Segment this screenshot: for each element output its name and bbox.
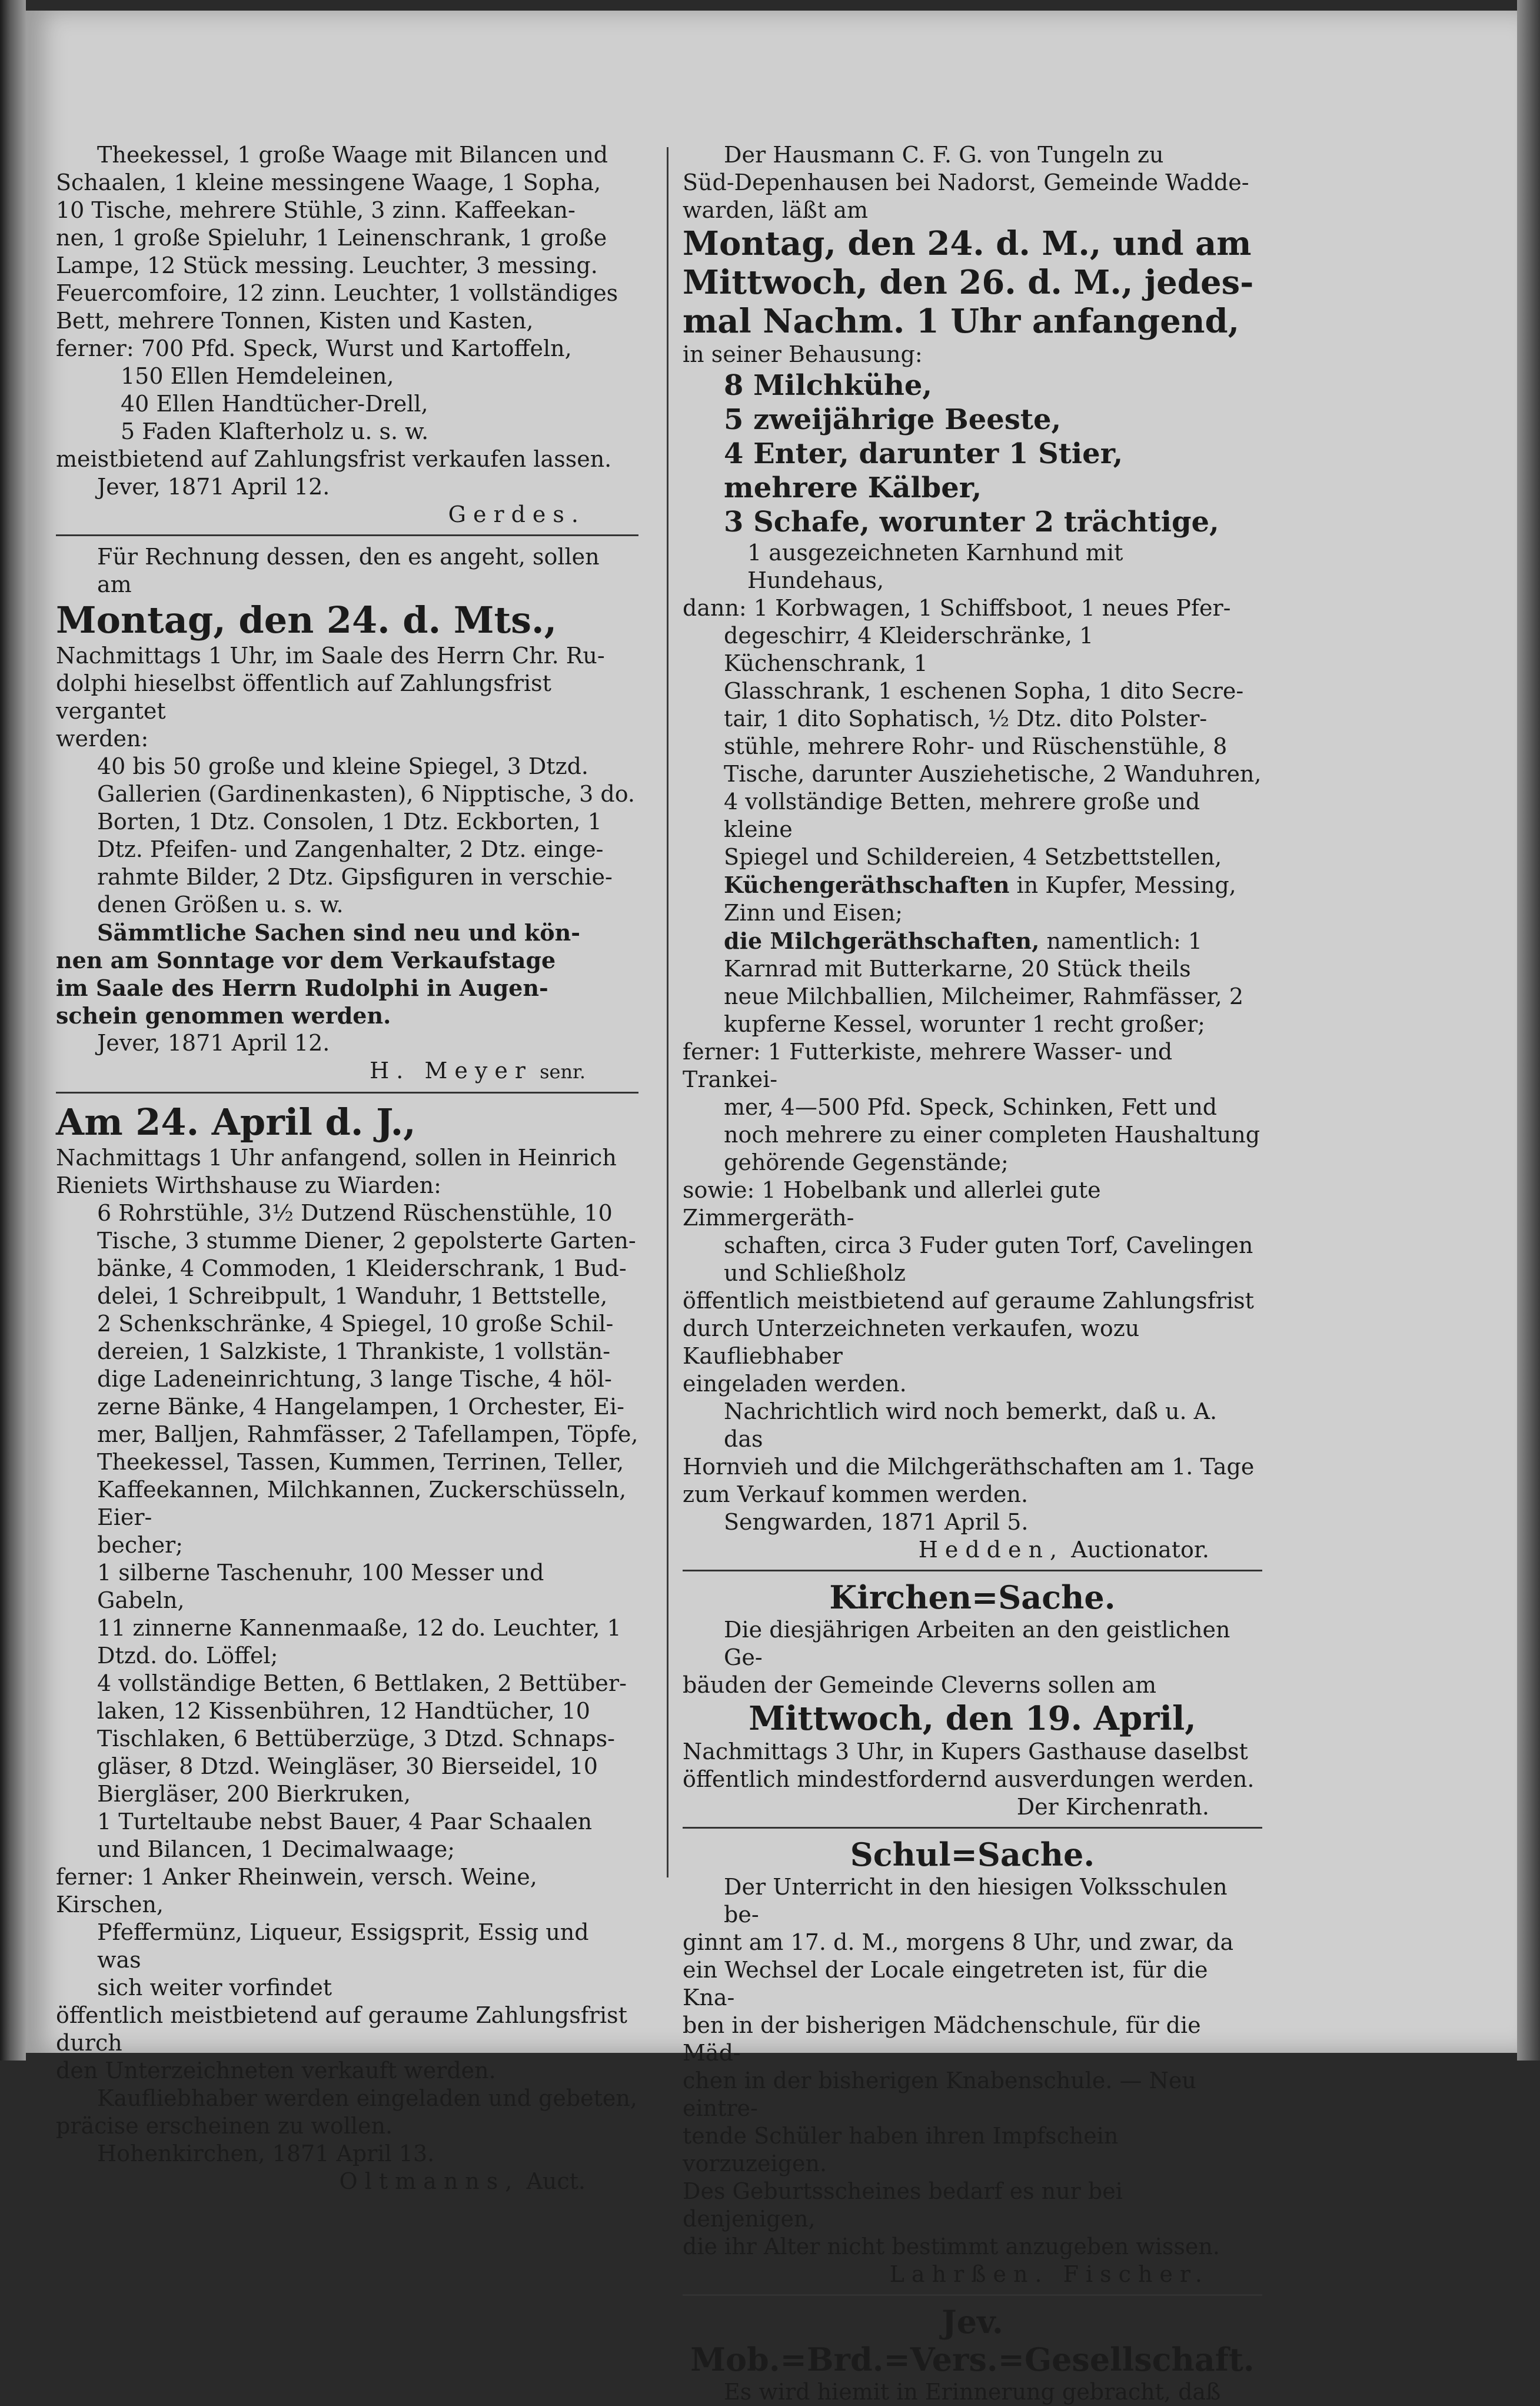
item-line: 5 Faden Klafterholz u. s. w. <box>121 418 429 444</box>
signature: Hedden, <box>918 1537 1065 1563</box>
separator-rule <box>683 1570 1262 1571</box>
item-line: Borten, 1 Dtz. Consolen, 1 Dtz. Eckborten, 1 <box>97 809 602 835</box>
ferner-line: noch mehrere zu einer completen Haushaltung <box>724 1122 1260 1148</box>
sowie-line: schaften, circa 3 Fuder guten Torf, Cavelingen <box>724 1232 1253 1258</box>
note-line: Nachrichtlich wird noch bemerkt, daß u. A. das <box>724 1398 1218 1452</box>
milk-line: neue Milchballien, Milcheimer, Rahmfässer, 2 <box>724 983 1243 1009</box>
item-line: bänke, 4 Commoden, 1 Kleiderschrank, 1 Bud- <box>97 1255 627 1281</box>
separator-rule <box>56 1092 638 1094</box>
separator-rule <box>56 534 638 536</box>
location-line: in seiner Behausung: <box>683 341 923 367</box>
kitchen-line <box>683 871 1262 899</box>
kitchen-cont: Zinn und Eisen; <box>724 900 903 926</box>
buyers-line: präcise erscheinen zu wollen. <box>56 2113 393 2139</box>
text-line: ginnt am 17. d. M., morgens 8 Uhr, und zwar, da <box>683 1929 1234 1955</box>
signature: Oltmanns, <box>339 2168 520 2194</box>
closing-line: eingeladen werden. <box>683 1371 907 1397</box>
dann-line: 4 vollständige Betten, mehrere große und kleine <box>724 789 1200 842</box>
church-heading: Kirchen=Sache. <box>829 1578 1116 1616</box>
item-line: rahmte Bilder, 2 Dtz. Gipsfiguren in verschie- <box>97 864 613 890</box>
intro-line: Für Rechnung dessen, den es angeht, sollen am <box>97 544 600 597</box>
signature-line <box>56 2168 638 2195</box>
dann-line: Glasschrank, 1 eschenen Sopha, 1 dito Secre- <box>724 678 1244 704</box>
text-line: chen in der bisherigen Knabenschule. — Neu eintre- <box>683 2068 1196 2121</box>
headline: Am 24. April d. J., <box>56 1101 416 1144</box>
text-line: Nachmittags 1 Uhr, im Saale des Herrn Chr. Ru- <box>56 643 605 669</box>
dann-line: degeschirr, 4 Kleiderschränke, 1 Küchenschrank, 1 <box>724 623 1094 676</box>
closing-line: durch Unterzeichneten verkaufen, wozu Kaufliebhaber <box>683 1315 1140 1369</box>
note-line: Hornvieh und die Milchgeräthschaften am 1. Tage <box>683 1454 1255 1480</box>
buyers-line: Kaufliebhaber werden eingeladen und gebeten, <box>97 2085 637 2111</box>
livestock-item: mehrere Kälber, <box>724 471 982 504</box>
item-line: 40 Ellen Handtücher-Drell, <box>121 391 428 417</box>
text-line: Der Unterricht in den hiesigen Volksschulen be- <box>724 1874 1228 1928</box>
signature: H. Meyer <box>370 1058 533 1084</box>
auction-notice-gerdes <box>56 141 638 529</box>
book-spine <box>0 0 26 2061</box>
note-line: zum Verkauf kommen werden. <box>683 1481 1029 1507</box>
auction-notice-oltmanns <box>56 1101 638 2195</box>
text-line: Es wird hiemit in Erinnerung gebracht, daß <box>724 2379 1221 2405</box>
livestock-item: 4 Enter, darunter 1 Stier, <box>724 437 1123 470</box>
item-line: 1 silberne Taschenuhr, 100 Messer und Gabeln, <box>97 1560 544 1613</box>
text-line: Lampe, 12 Stück messing. Leuchter, 3 messing. <box>56 252 598 278</box>
bold-line: schein genommen werden. <box>56 1002 391 1029</box>
item-line: 1 Turteltaube nebst Bauer, 4 Paar Schaalen <box>97 1809 593 1835</box>
livestock-item: 5 zweijährige Beeste, <box>724 403 1062 436</box>
item-line: 1 ausgezeichneten Karnhund mit Hundehaus, <box>747 540 1123 593</box>
separator-rule <box>683 2294 1262 2296</box>
sowie-line: sowie: 1 Hobelbank und allerlei gute Zimmergeräth- <box>683 1177 1101 1231</box>
text-line: dolphi hieselbst öffentlich auf Zahlungsfrist vergantet <box>56 670 551 724</box>
column-divider <box>667 147 668 1877</box>
item-line: becher; <box>97 1532 184 1558</box>
text-line: öffentlich mindestfordernd ausverdungen werden. <box>683 1766 1255 1792</box>
insurance-heading: Jev. Mob.=Brd.=Vers.=Gesellschaft. <box>690 2303 1255 2378</box>
text-line: nen, 1 große Spieluhr, 1 Leinenschrank, 1 große <box>56 225 607 251</box>
item-line: 6 Rohrstühle, 3½ Dutzend Rüschenstühle, 10 <box>97 1200 613 1226</box>
item-line: dereien, 1 Salzkiste, 1 Thrankiste, 1 vollstän- <box>97 1338 611 1364</box>
school-heading: Schul=Sache. <box>850 1836 1095 1873</box>
text-line: ben in der bisherigen Mädchenschule, für die Mäd- <box>683 2012 1201 2066</box>
item-line: laken, 12 Kissenbühren, 12 Handtücher, 10 <box>97 1698 590 1724</box>
item-line: Kaffeekannen, Milchkannen, Zuckerschüsseln, Eier- <box>97 1477 627 1530</box>
signature-suffix: senr. <box>540 1061 586 1083</box>
item-line: Biergläser, 200 Bierkruken, <box>97 1781 411 1807</box>
church-notice <box>683 1578 1262 1821</box>
text-line: bäuden der Gemeinde Cleverns sollen am <box>683 1672 1157 1698</box>
dann-line: stühle, mehrere Rohr- und Rüschenstühle, 8 <box>724 733 1228 759</box>
milk-rest: namentlich: 1 <box>1046 928 1203 954</box>
closing-line: öffentlich meistbietend auf geraume Zahlungsfrist <box>683 1288 1254 1314</box>
kitchen-rest: in Kupfer, Messing, <box>1016 872 1236 898</box>
item-line: mer, Balljen, Rahmfässer, 2 Tafellampen, Töpfe, <box>97 1421 638 1447</box>
item-line: gläser, 8 Dtzd. Weingläser, 30 Bierseidel, 10 <box>97 1753 598 1779</box>
item-line: Dtz. Pfeifen- und Zangenhalter, 2 Dtz. einge- <box>97 836 604 862</box>
item-line: Gallerien (Gardinenkasten), 6 Nipptische, 3 do. <box>97 781 635 807</box>
item-line: 40 bis 50 große und kleine Spiegel, 3 Dtzd. <box>97 753 588 779</box>
item-line: Tischlaken, 6 Bettüberzüge, 3 Dtzd. Schnaps- <box>97 1726 615 1752</box>
bold-line: im Saale des Herrn Rudolphi in Augen- <box>56 975 548 1001</box>
text-line: werden: <box>56 726 149 752</box>
left-column <box>56 141 638 2195</box>
text-line: tende Schüler haben ihren Impfschein vorzuzeigen. <box>683 2123 1119 2176</box>
item-line: delei, 1 Schreibpult, 1 Wanduhr, 1 Bettstelle, <box>97 1283 608 1309</box>
text-line: Des Geburtsscheines bedarf es nur bei denjenigen, <box>683 2178 1123 2232</box>
text-line: Nachmittags 3 Uhr, in Kupers Gasthause daselbst <box>683 1739 1248 1764</box>
signature: Gerdes. <box>448 501 586 527</box>
signature-line <box>683 1536 1262 1564</box>
text-line: Bett, mehrere Tonnen, Kisten und Kasten, <box>56 308 534 334</box>
signature: Lahrßen. Fischer. <box>889 2261 1209 2287</box>
closing-line: öffentlich meistbietend auf geraume Zahlungsfrist durch <box>56 2002 627 2056</box>
ferner-line: gehörende Gegenstände; <box>724 1149 1009 1175</box>
text-line: Schaalen, 1 kleine messingene Waage, 1 Sopha, <box>56 170 601 195</box>
bold-line: nen am Sonntage vor dem Verkaufstage <box>56 947 556 973</box>
ferner-line: ferner: 1 Futterkiste, mehrere Wasser- und Trankei- <box>683 1039 1173 1092</box>
kitchen-bold: Küchengeräthschaften <box>724 872 1010 898</box>
separator-rule <box>683 1827 1262 1829</box>
headline: Mittwoch, den 26. d. M., jedes- <box>683 263 1254 302</box>
text-line: Feuercomfoire, 12 zinn. Leuchter, 1 vollständiges <box>56 280 618 306</box>
item-line: dige Ladeneinrichtung, 3 lange Tische, 4 höl- <box>97 1366 612 1392</box>
item-line: 2 Schenkschränke, 4 Spiegel, 10 große Schil- <box>97 1311 614 1337</box>
headline: mal Nachm. 1 Uhr anfangend, <box>683 302 1240 341</box>
item-line: Dtzd. do. Löffel; <box>97 1643 278 1669</box>
auction-notice-meyer <box>56 543 638 1086</box>
ferner-line: mer, 4—500 Pfd. Speck, Schinken, Fett und <box>724 1094 1218 1120</box>
signature-suffix: Auct. <box>526 2168 586 2194</box>
intro-line: Süd-Depenhausen bei Nadorst, Gemeinde Wadde- <box>683 170 1249 195</box>
text-line: ein Wechsel der Locale eingetreten ist, für die Kna- <box>683 1957 1208 2010</box>
sowie-line: und Schließholz <box>724 1260 906 1286</box>
page-edge <box>1517 0 1540 2061</box>
item-line: Tische, 3 stumme Diener, 2 gepolsterte Garten- <box>97 1228 636 1254</box>
dann-line: Spiegel und Schildereien, 4 Setzbettstellen, <box>724 844 1222 870</box>
milk-line: kupferne Kessel, worunter 1 recht großer; <box>724 1011 1205 1037</box>
text-line: Nachmittags 1 Uhr anfangend, sollen in Heinrich <box>56 1145 617 1171</box>
auction-notice-hedden <box>683 141 1262 1564</box>
item-line: 150 Ellen Hemdeleinen, <box>121 363 394 389</box>
headline: Mittwoch, den 19. April, <box>749 1699 1196 1738</box>
ferner-line: sich weiter vorfindet <box>97 1975 332 2000</box>
item-line: und Bilancen, 1 Decimalwaage; <box>97 1836 455 1862</box>
signature: Der Kirchenrath. <box>1016 1794 1209 1820</box>
headline: Montag, den 24. d. M., und am <box>683 224 1252 263</box>
date-line: Hohenkirchen, 1871 April 13. <box>97 2141 435 2166</box>
headline: Montag, den 24. d. Mts., <box>56 599 557 642</box>
school-notice <box>683 1836 1262 2288</box>
closing-line: meistbietend auf Zahlungsfrist verkaufen lassen. <box>56 446 612 472</box>
closing-line: den Unterzeichneten verkauft werden. <box>56 2058 496 2083</box>
right-column <box>683 141 1262 2406</box>
milk-line <box>683 927 1262 955</box>
insurance-notice <box>683 2303 1262 2406</box>
bold-line: Sämmtliche Sachen sind neu und kön- <box>97 919 580 946</box>
milk-bold: die Milchgeräthschaften, <box>724 928 1040 954</box>
ferner-line: Pfeffermünz, Liqueur, Essigsprit, Essig und was <box>97 1919 589 1973</box>
item-line: denen Größen u. s. w. <box>97 892 344 918</box>
ferner-line: ferner: 1 Anker Rheinwein, versch. Weine, Kirschen, <box>56 1864 537 1918</box>
text-line: Rieniets Wirthshause zu Wiarden: <box>56 1172 441 1198</box>
text-line: Theekessel, 1 große Waage mit Bilancen und <box>97 142 608 168</box>
intro-line: warden, läßt am <box>683 197 869 223</box>
item-line: zerne Bänke, 4 Hangelampen, 1 Orchester, Ei- <box>97 1394 625 1420</box>
milk-line: Karnrad mit Butterkarne, 20 Stück theils <box>724 956 1191 982</box>
signature-line <box>56 1057 638 1086</box>
text-line: die ihr Alter nicht bestimmt anzugeben wissen. <box>683 2234 1220 2259</box>
intro-line: Der Hausmann C. F. G. von Tungeln zu <box>724 142 1164 168</box>
ferner-line: ferner: 700 Pfd. Speck, Wurst und Kartoffeln, <box>56 335 572 361</box>
item-line: 11 zinnerne Kannenmaaße, 12 do. Leuchter, 1 <box>97 1615 621 1641</box>
dann-line: dann: 1 Korbwagen, 1 Schiffsboot, 1 neues Pfer- <box>683 595 1231 621</box>
date-line: Sengwarden, 1871 April 5. <box>724 1509 1029 1535</box>
dann-line: tair, 1 dito Sophatisch, ½ Dtz. dito Polster- <box>724 706 1208 732</box>
item-line: Theekessel, Tassen, Kummen, Terrinen, Teller, <box>97 1449 624 1475</box>
text-line: 10 Tische, mehrere Stühle, 3 zinn. Kaffeekan- <box>56 197 576 223</box>
item-line: 4 vollständige Betten, 6 Bettlaken, 2 Bettüber- <box>97 1670 627 1696</box>
date-line: Jever, 1871 April 12. <box>97 474 330 500</box>
dann-line: Tische, darunter Ausziehetische, 2 Wanduhren, <box>724 761 1262 787</box>
livestock-item: 3 Schafe, worunter 2 trächtige, <box>724 506 1219 539</box>
signature-suffix: Auctionator. <box>1071 1537 1209 1563</box>
livestock-item: 8 Milchkühe, <box>724 369 933 402</box>
text-line: Die diesjährigen Arbeiten an den geistlichen Ge- <box>724 1617 1230 1670</box>
date-line: Jever, 1871 April 12. <box>97 1030 330 1056</box>
